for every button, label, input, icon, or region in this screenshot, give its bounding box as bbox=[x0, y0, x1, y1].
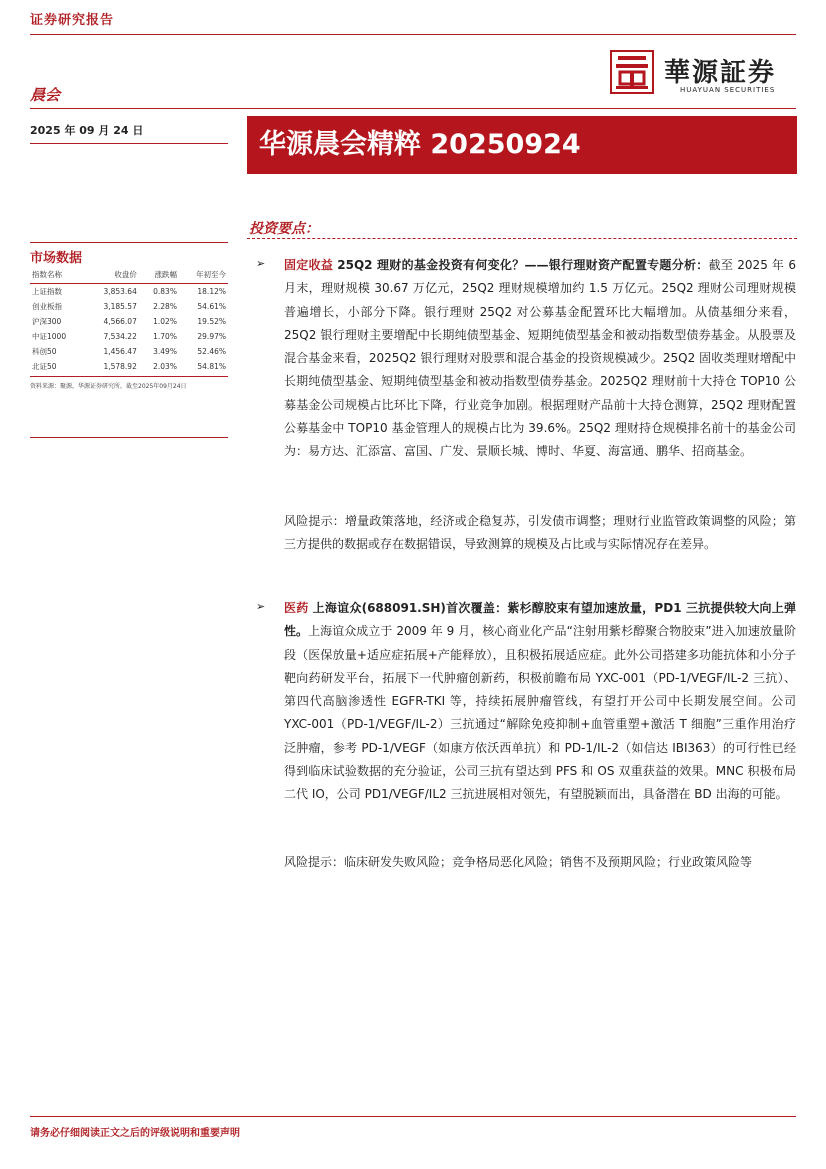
close-price: 1,578.92 bbox=[103, 362, 137, 371]
news-item-pharma bbox=[284, 597, 796, 807]
item-headline: 上海谊众(688091.SH)首次覆盖：紫杉醇胶束有望加速放量，PD1 三抗提供较大向上弹性。 bbox=[284, 601, 796, 639]
close-price: 3,853.64 bbox=[103, 287, 137, 296]
item-risk-note: 风险提示：增量政策落地，经济或企稳复苏，引发债市调整；理财行业监管政策调整的风险；第三方提供的数据或存在数据错误，导致测算的规模及占比或与实际情况存在差异。 bbox=[284, 514, 796, 552]
ytd-pct: 18.12% bbox=[197, 287, 226, 296]
ytd-pct: 54.81% bbox=[197, 362, 226, 371]
item-body: 截至 2025 年 6 月末，理财规模 30.67 万亿元，25Q2 理财规模增加约 1.5 万亿元。25Q2 理财公司理财规模普遍增长，小部分下降。银行理财 25Q2 对公募基金配置环比大幅增加。从债基细分来看，25Q2 银行理财主要增配中长期纯债型基金、短期纯债型基金和被动指数型债券基金。从股票及混合基金来看，2025Q2 银行理财对股票和混合基金的投资规模减少。25Q2 固收类理财增配中长期纯债型基金、短期纯债型基金和被动指数型债券基金。2025Q2 理财前十大持仓 TOP10 公募基金公司规模占比环比下降，行业竞争加剧。根据理财产品前十大持仓测算，25Q2 理财配置公募基金中 TOP10 基金管理人的规模占比为 39.6%。25Q2 理财持仓规模排名前十的基金公司为：易方达、汇添富、富国、广发、景顺长城、博时、华夏、海富通、鹏华、招商基金。 bbox=[284, 258, 796, 459]
change-pct: 0.83% bbox=[153, 287, 177, 296]
ytd-pct: 29.97% bbox=[197, 332, 226, 341]
ytd-pct: 52.46% bbox=[197, 347, 226, 356]
ytd-pct: 54.61% bbox=[197, 302, 226, 311]
change-pct: 2.28% bbox=[153, 302, 177, 311]
market-bottom-divider bbox=[30, 376, 228, 377]
table-row bbox=[30, 314, 228, 329]
index-name: 中证1000 bbox=[32, 332, 67, 341]
index-name: 上证指数 bbox=[32, 287, 62, 296]
news-item-fixed-income bbox=[284, 254, 796, 464]
item-body: 上海谊众成立于 2009 年 9 月，核心商业化产品“注射用紫杉醇聚合物胶束”进入加速放量阶段（医保放量+适应症拓展+产能释放），且积极拓展适应症。此外公司搭建多功能抗体和小分子靶向药研发平台，拓展下一代肿瘤创新药，积极前瞻布局 YXC-001（PD-1/VEGF/IL-2 三抗）、第四代高脑渗透性 EGFR-TKI 等，持续拓展肿瘤管线，有望打开公司中长期发展空间。公司 YXC-001（PD-1/VEGF/IL-2）三抗通过“解除免疫抑制+血管重塑+激活 T 细胞”三重作用治疗泛肿瘤，参考 PD-1/VEGF（如康方依沃西单抗）和 PD-1/IL-2（如信达 IBI363）的可行性已经得到临床试验数据的充分验证，公司三抗有望达到 PFS 和 OS 双重获益的效果。MNC 积极布局二代 IO，公司 PD1/VEGF/IL2 三抗进展相对领先，有望脱颖而出，具备潜在 BD 出海的可能。 bbox=[284, 624, 796, 802]
company-logo bbox=[610, 50, 800, 100]
logo-chinese-name: 華源証券 bbox=[664, 58, 777, 88]
arrow-bullet-icon: ➢ bbox=[256, 257, 266, 270]
change-pct: 1.02% bbox=[153, 317, 177, 326]
section-divider bbox=[30, 108, 796, 109]
section-label: 晨会 bbox=[30, 86, 61, 104]
change-pct: 3.49% bbox=[153, 347, 177, 356]
date-divider bbox=[30, 143, 228, 144]
change-pct: 1.70% bbox=[153, 332, 177, 341]
arrow-bullet-icon: ➢ bbox=[256, 600, 266, 613]
column-header: 涨跌幅 bbox=[139, 266, 179, 284]
column-header: 指数名称 bbox=[30, 266, 85, 284]
table-header-row bbox=[30, 266, 228, 284]
sidebar-end-divider bbox=[30, 437, 228, 438]
close-price: 1,456.47 bbox=[103, 347, 137, 356]
footer-divider bbox=[30, 1116, 796, 1117]
item-risk-note: 风险提示：临床研发失败风险；竞争格局恶化风险；销售不及预期风险；行业政策风险等 bbox=[284, 855, 753, 869]
table-row bbox=[30, 344, 228, 359]
page-title: 华源晨会精粹 20250924 bbox=[247, 116, 797, 174]
top-divider bbox=[30, 34, 796, 35]
index-name: 沪深300 bbox=[32, 317, 62, 326]
table-row bbox=[30, 329, 228, 344]
table-row bbox=[30, 359, 228, 374]
index-name: 科创50 bbox=[32, 347, 57, 356]
report-date: 2025 年 09 月 24 日 bbox=[30, 124, 144, 137]
report-type: 证券研究报告 bbox=[30, 13, 115, 28]
item-headline: 25Q2 理财的基金投资有何变化？——银行理财资产配置专题分析： bbox=[337, 258, 709, 272]
market-top-divider bbox=[30, 242, 228, 243]
index-name: 北证50 bbox=[32, 362, 57, 371]
close-price: 7,534.22 bbox=[103, 332, 137, 341]
logo-english-name: HUAYUAN SECURITIES bbox=[680, 86, 776, 94]
key-points-title: 投资要点： bbox=[249, 221, 319, 237]
close-price: 3,185.57 bbox=[103, 302, 137, 311]
key-points-divider bbox=[247, 238, 797, 239]
footer-disclaimer: 请务必仔细阅读正文之后的评级说明和重要声明 bbox=[30, 1128, 240, 1139]
column-header: 收盘价 bbox=[85, 266, 139, 284]
item-tag: 医药 bbox=[284, 601, 309, 615]
market-data-table bbox=[30, 266, 228, 374]
index-name: 创业板指 bbox=[32, 302, 62, 311]
change-pct: 2.03% bbox=[153, 362, 177, 371]
table-row bbox=[30, 284, 228, 300]
item-tag: 固定收益 bbox=[284, 258, 334, 272]
close-price: 4,566.07 bbox=[103, 317, 137, 326]
ytd-pct: 19.52% bbox=[197, 317, 226, 326]
huayuan-logo-icon bbox=[610, 50, 654, 94]
market-source-note: 资料来源：聚源，华源证券研究所，截至2025年09月24日 bbox=[30, 383, 187, 390]
market-data-title: 市场数据 bbox=[30, 251, 83, 266]
table-row bbox=[30, 299, 228, 314]
column-header: 年初至今 bbox=[179, 266, 228, 284]
